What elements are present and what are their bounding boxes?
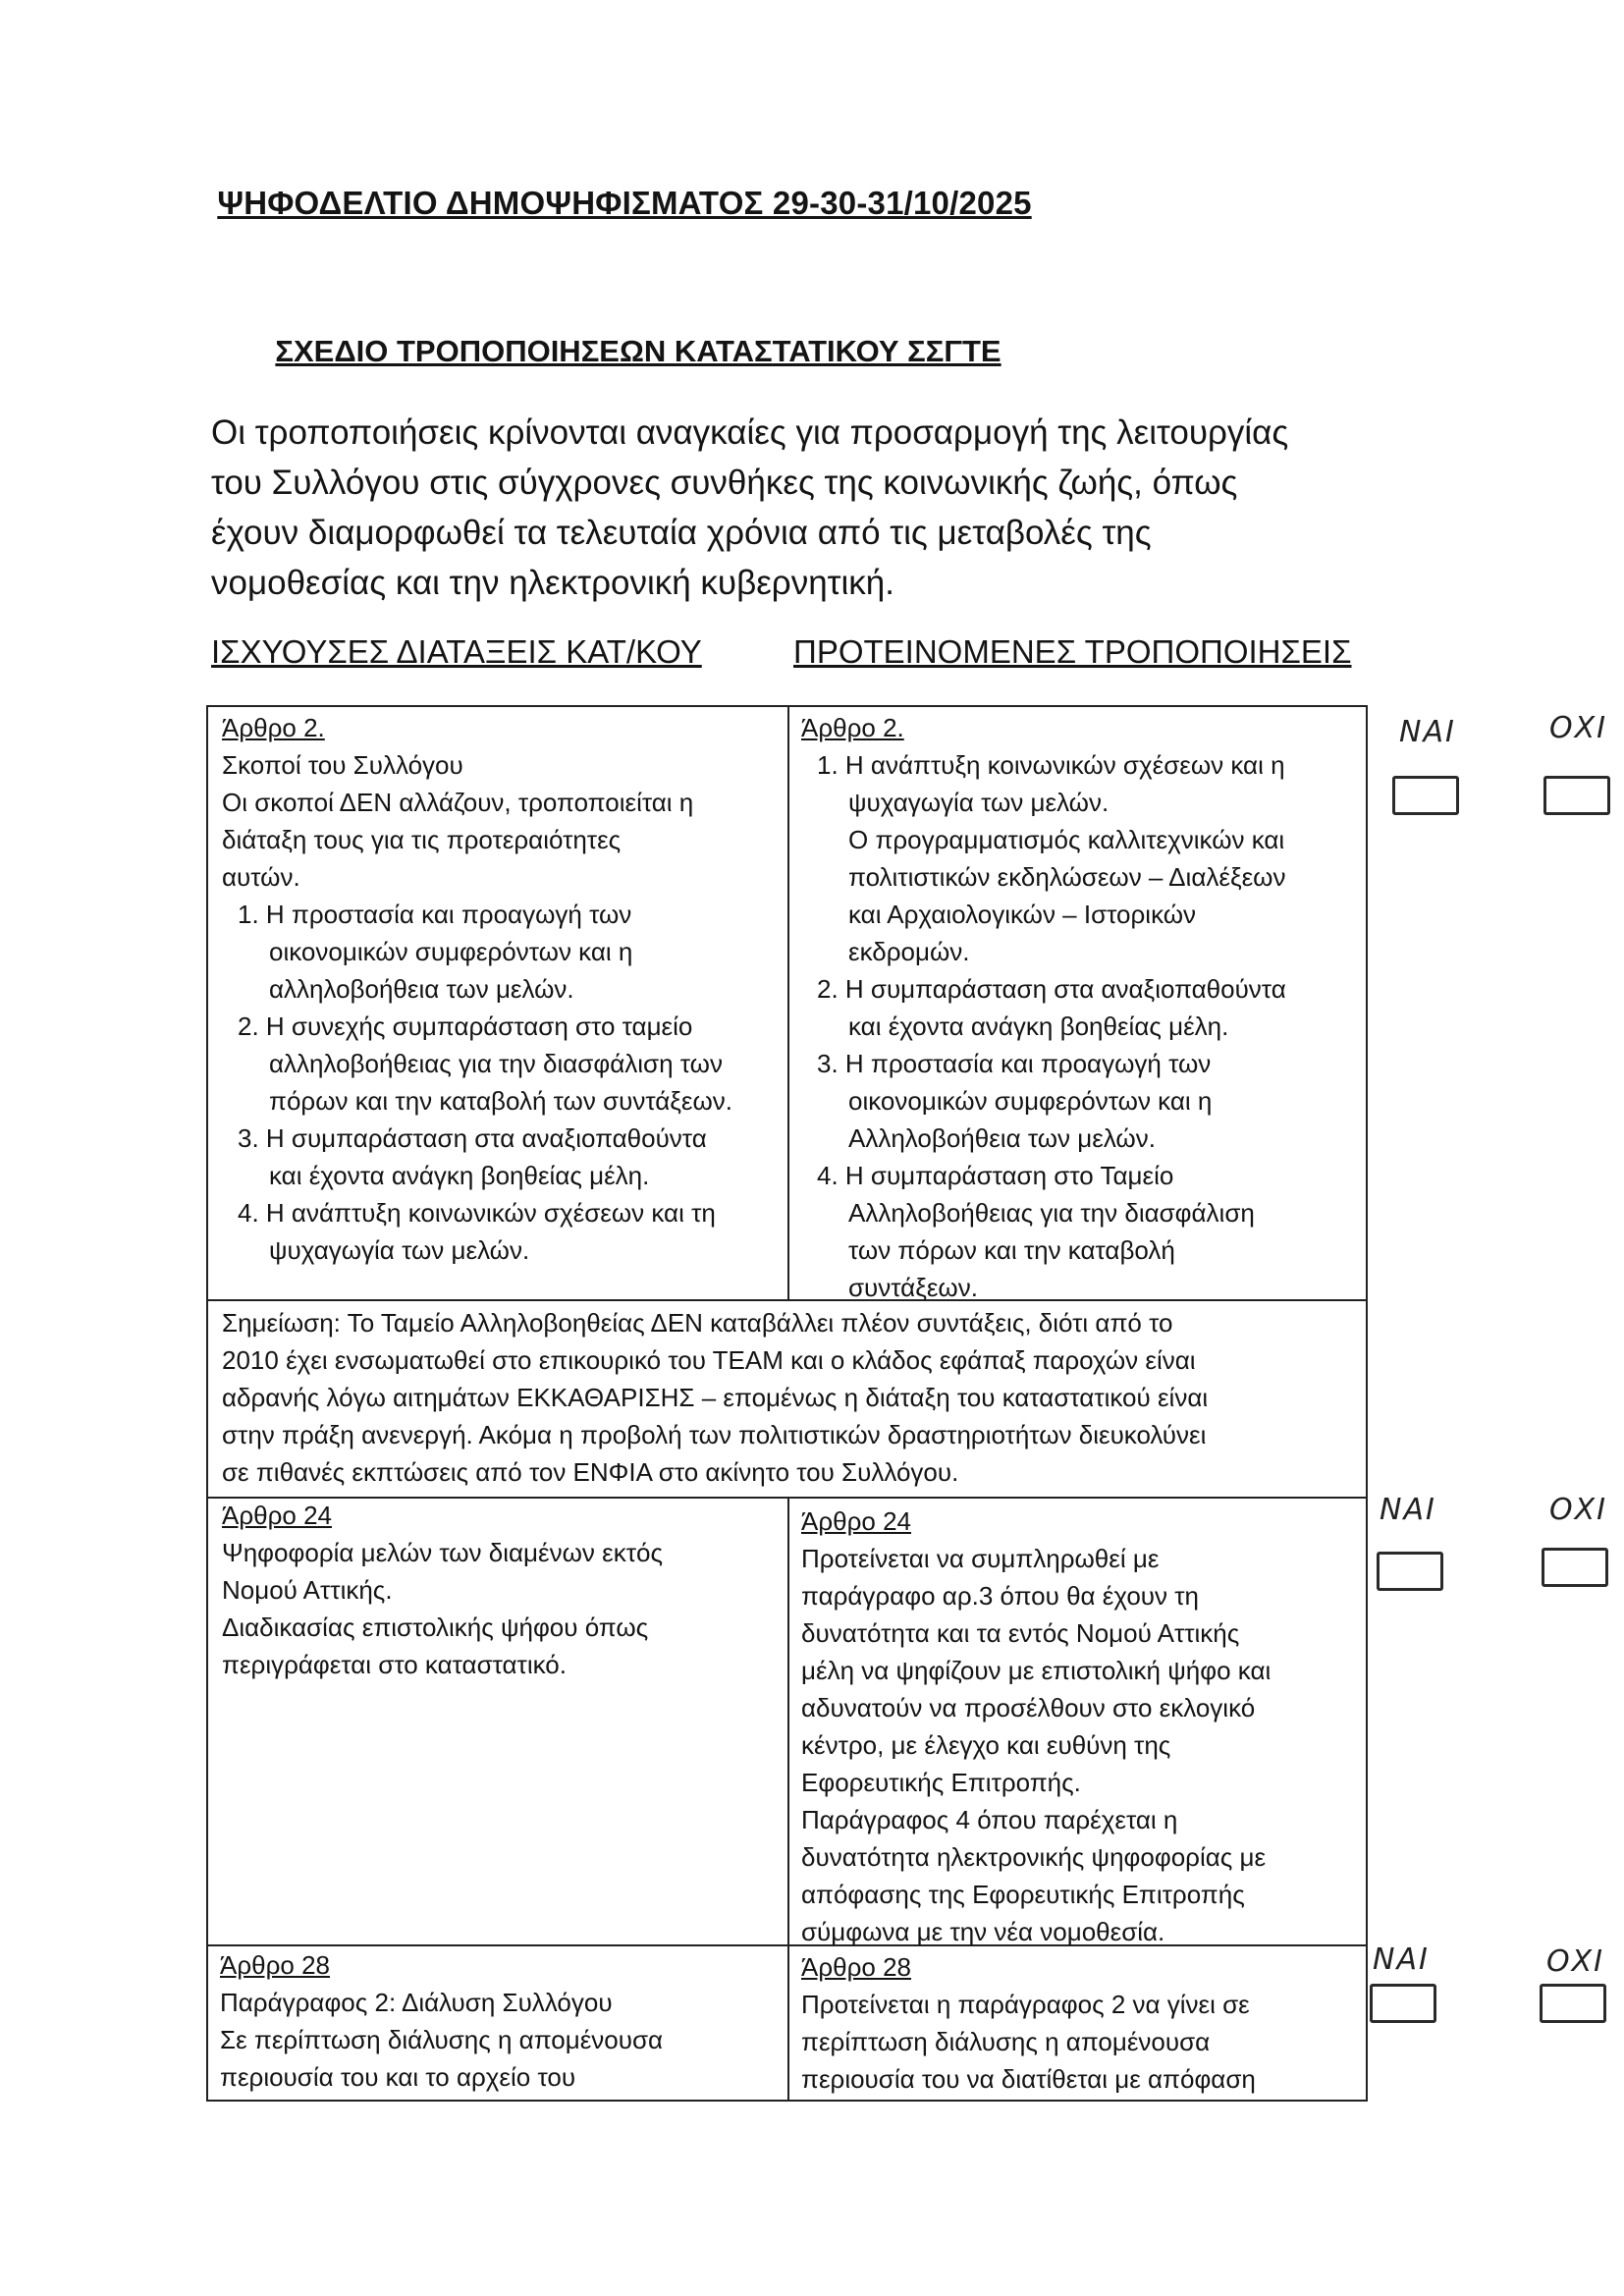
note-line: στην πράξη ανενεργή. Ακόμα η προβολή των πολιτιστικών δραστηριοτήτων διευκολύνει <box>222 1420 1207 1449</box>
list-item: 3. Η συμπαράσταση στα αναξιοπαθούντα <box>238 1123 707 1153</box>
document-title: ΨΗΦΟΔΕΛΤΙΟ ΔΗΜΟΨΗΦΙΣΜΑΤΟΣ 29-30-31/10/2025 <box>217 185 1032 221</box>
list-item-cont: των πόρων και την καταβολή <box>848 1235 1175 1265</box>
article-title: Άρθρο 2. <box>801 713 904 742</box>
article-28-proposed <box>801 1948 1256 2098</box>
intro-line: του Συλλόγου στις σύγχρονες συνθήκες της κοινωνικής ζωής, όπως <box>211 464 1238 502</box>
article-line: αδυνατούν να προσέλθουν στο εκλογικό <box>801 1693 1256 1722</box>
vote-yes-checkbox-article-2[interactable] <box>1392 776 1459 815</box>
list-item: 3. Η προστασία και προαγωγή των <box>817 1049 1212 1078</box>
article-line: Εφορευτικής Επιτροπής. <box>801 1768 1081 1797</box>
article-line: Παράγραφος 4 όπου παρέχεται η <box>801 1805 1178 1834</box>
article-line: περιουσία του να διατίθεται με απόφαση <box>801 2064 1256 2094</box>
article-line: Διαδικασίας επιστολικής ψήφου όπως <box>222 1613 649 1642</box>
document-subtitle: ΣΧΕΔΙΟ ΤΡΟΠΟΠΟΙΗΣΕΩΝ ΚΑΤΑΣΤΑΤΙΚΟΥ ΣΣΓΤΕ <box>275 334 1001 368</box>
article-line: Προτείνεται να συμπληρωθεί με <box>801 1544 1160 1573</box>
list-item: 1. Η ανάπτυξη κοινωνικών σχέσεων και η <box>817 750 1285 780</box>
list-item-cont: και Αρχαιολογικών – Ιστορικών <box>848 900 1197 929</box>
list-item-cont: οικονομικών συμφερόντων και η <box>848 1086 1213 1116</box>
list-item: 2. Η συνεχής συμπαράσταση στο ταμείο <box>238 1011 693 1041</box>
list-item-cont: συντάξεων. <box>848 1273 978 1302</box>
article-line: Νομού Αττικής. <box>222 1575 393 1605</box>
list-item-cont: ψυχαγωγία των μελών. <box>848 788 1110 817</box>
vote-no-label: ΟΧΙ <box>1549 1493 1608 1527</box>
vote-no-checkbox-article-28[interactable] <box>1540 1984 1606 2023</box>
article-line: Προτείνεται η παράγραφος 2 να γίνει σε <box>801 1990 1250 2019</box>
column-divider <box>787 705 789 1299</box>
note-line: σε πιθανές εκπτώσεις από τον ΕΝΦΙΑ στο ακίνητο του Συλλόγου. <box>222 1457 959 1487</box>
article-line: περιουσία του και το αρχείο του <box>220 2062 576 2092</box>
list-item-cont: οικονομικών συμφερόντων και η <box>269 937 633 966</box>
article-line: παράγραφο αρ.3 όπου θα έχουν τη <box>801 1581 1199 1611</box>
vote-no-checkbox-article-2[interactable] <box>1543 776 1610 815</box>
vote-yes-label: ΝΑΙ <box>1373 1942 1430 1977</box>
article-line: αυτών. <box>222 862 300 892</box>
article-line: διάταξη τους για τις προτεραιότητες <box>222 825 622 854</box>
article-2-proposed <box>801 709 1286 1306</box>
list-item-cont: αλληλοβοήθεια των μελών. <box>269 974 574 1004</box>
intro-paragraph <box>211 408 1419 608</box>
note-line: αδρανής λόγω αιτημάτων ΕΚΚΑΘΑΡΙΣΗΣ – επομένως η διάταξη του καταστατικού είναι <box>222 1383 1209 1412</box>
intro-line: έχουν διαμορφωθεί τα τελευταία χρόνια από τις μεταβολές της <box>211 514 1152 552</box>
vote-no-label: ΟΧΙ <box>1546 1944 1605 1979</box>
article-title: Άρθρο 2. <box>222 713 325 742</box>
list-item-cont: και έχοντα ανάγκη βοηθείας μέλη. <box>848 1011 1229 1041</box>
list-item: 1. Η προστασία και προαγωγή των <box>238 900 632 929</box>
article-line: Παράγραφος 2: Διάλυση Συλλόγου <box>220 1988 613 2017</box>
article-line: δυνατότητα ηλεκτρονικής ψηφοφορίας με <box>801 1842 1267 1872</box>
article-24-proposed <box>801 1503 1271 1950</box>
list-item-cont: Αλληλοβοήθεια των μελών. <box>848 1123 1156 1153</box>
list-item-cont: Ο προγραμματισμός καλλιτεχνικών και <box>848 825 1285 854</box>
list-item: 4. Η ανάπτυξη κοινωνικών σχέσεων και τη <box>238 1198 716 1228</box>
article-title: Άρθρο 24 <box>801 1506 911 1536</box>
list-item-cont: ψυχαγωγία των μελών. <box>269 1235 530 1265</box>
list-item-cont: εκδρομών. <box>848 937 970 966</box>
article-title: Άρθρο 28 <box>220 1950 330 1980</box>
article-line: Οι σκοποί ΔΕΝ αλλάζουν, τροποποιείται η <box>222 788 694 817</box>
article-line: δυνατότητα και τα εντός Νομού Αττικής <box>801 1618 1240 1648</box>
list-item-cont: πόρων και την καταβολή των συντάξεων. <box>269 1086 733 1116</box>
column-divider <box>787 1497 789 2102</box>
article-line: περίπτωση διάλυσης η απομένουσα <box>801 2027 1211 2056</box>
article-28-current <box>220 1946 663 2096</box>
intro-line: Οι τροποποιήσεις κρίνονται αναγκαίες για προσαρμογή της λειτουργίας <box>211 413 1289 452</box>
article-2-current <box>222 709 732 1269</box>
column-header-current: ΙΣΧΥΟΥΣΕΣ ΔΙΑΤΑΞΕΙΣ ΚΑΤ/ΚΟΥ <box>211 633 702 670</box>
article-24-current <box>222 1497 663 1683</box>
list-item: 4. Η συμπαράσταση στο Ταμείο <box>817 1161 1174 1190</box>
list-item-cont: και έχοντα ανάγκη βοηθείας μέλη. <box>269 1161 650 1190</box>
list-item-cont: Αλληλοβοήθειας για την διασφάλιση <box>848 1198 1255 1228</box>
vote-no-label: ΟΧΙ <box>1549 711 1608 745</box>
column-header-proposed: ΠΡΟΤΕΙΝΟΜΕΝΕΣ ΤΡΟΠΟΠΟΙΗΣΕΙΣ <box>793 633 1352 670</box>
note-cell <box>222 1304 1208 1491</box>
article-line: απόφασης της Εφορευτικής Επιτροπής <box>801 1880 1245 1909</box>
article-title: Άρθρο 28 <box>801 1952 911 1982</box>
list-item: 2. Η συμπαράσταση στα αναξιοπαθούντα <box>817 974 1286 1004</box>
article-title: Άρθρο 24 <box>222 1501 332 1530</box>
article-line: Σκοποί του Συλλόγου <box>222 750 463 780</box>
note-line: Σημείωση: Το Ταμείο Αλληλοβοηθείας ΔΕΝ καταβάλλει πλέον συντάξεις, διότι από το <box>222 1308 1173 1338</box>
note-line: 2010 έχει ενσωματωθεί στο επικουρικό του ΤΕΑΜ και ο κλάδος εφάπαξ παροχών είναι <box>222 1345 1196 1375</box>
article-line: σύμφωνα με την νέα νομοθεσία. <box>801 1917 1165 1946</box>
vote-yes-label: ΝΑΙ <box>1399 715 1456 749</box>
article-line: περιγράφεται στο καταστατικό. <box>222 1650 567 1679</box>
vote-no-checkbox-article-24[interactable] <box>1542 1548 1608 1587</box>
article-line: Σε περίπτωση διάλυσης η απομένουσα <box>220 2025 664 2054</box>
intro-line: νομοθεσίας και την ηλεκτρονική κυβερνητική. <box>211 564 894 602</box>
article-line: μέλη να ψηφίζουν με επιστολική ψήφο και <box>801 1656 1272 1685</box>
table-border-right <box>1366 705 1368 2102</box>
article-line: κέντρο, με έλεγχο και ευθύνη της <box>801 1730 1171 1760</box>
list-item-cont: αλληλοβοήθειας για την διασφάλιση των <box>269 1049 723 1078</box>
list-item-cont: πολιτιστικών εκδηλώσεων – Διαλέξεων <box>848 862 1286 892</box>
vote-yes-checkbox-article-28[interactable] <box>1370 1984 1436 2023</box>
table-border-left <box>206 705 208 2102</box>
vote-yes-label: ΝΑΙ <box>1380 1493 1436 1527</box>
vote-yes-checkbox-article-24[interactable] <box>1377 1552 1443 1591</box>
article-line: Ψηφοφορία μελών των διαμένων εκτός <box>222 1538 663 1567</box>
